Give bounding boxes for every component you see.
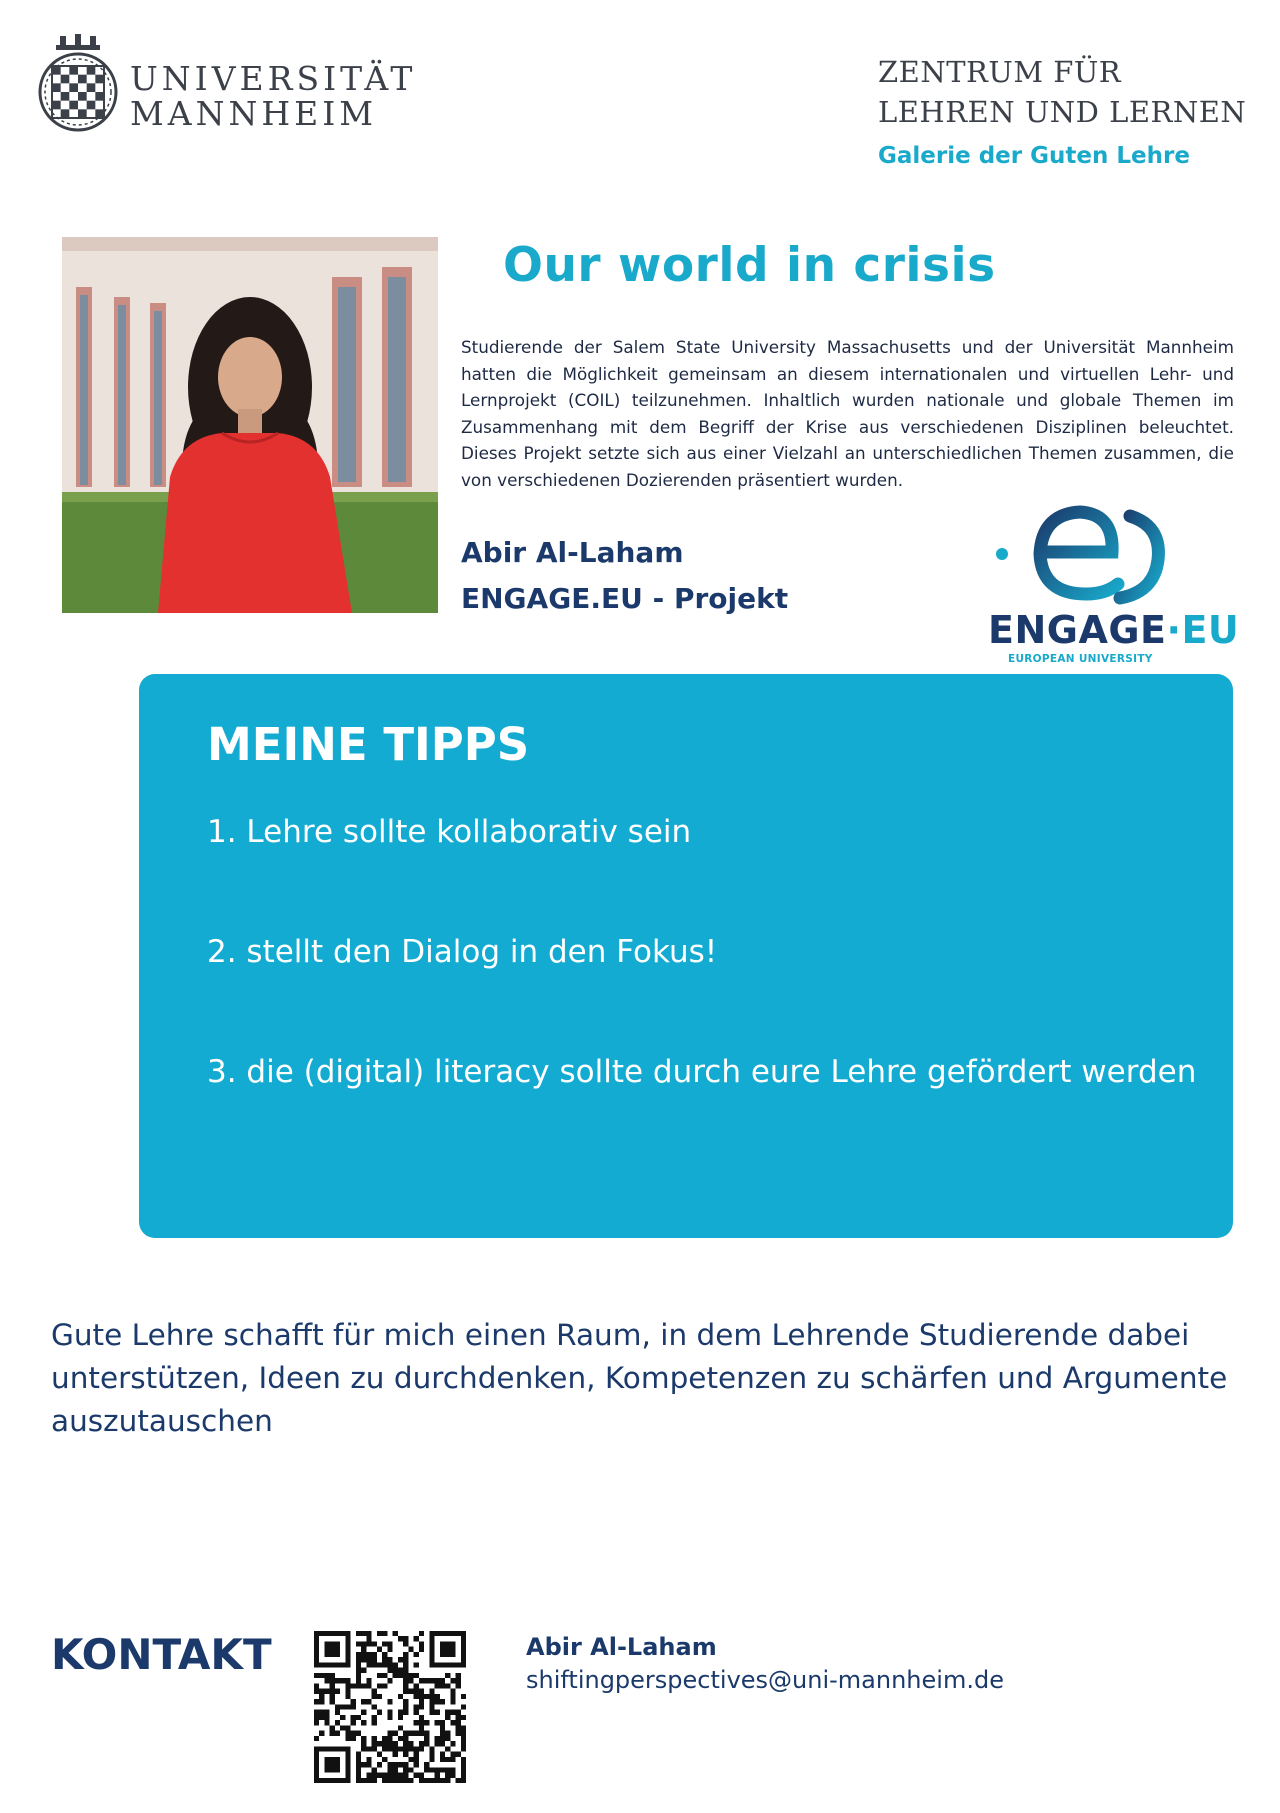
engage-e-icon (990, 496, 1230, 606)
university-seal-icon (30, 34, 126, 134)
project-description: Studierende der Salem State University Massachusetts und der Universität Mannheim hatten die Möglichkeit gemeinsam an diesem internationalen und virtuellen Lehr- und Lernprojekt (COIL) teilzunehmen. Inhaltlich wurden nationale und globale Themen im Zusammenhang mit dem Begriff der Krise aus verschiedenen Disziplinen beleuchtet. Dieses Projekt setzte sich aus einer Vielzahl an unterschiedlichen Themen zusammen, die von verschiedenen Dozierenden präsentiert wurden. (461, 337, 1234, 490)
project-title: Our world in crisis (503, 238, 996, 293)
university-name-line-1: UNIVERSITÄT (130, 59, 417, 98)
portrait-photo (62, 237, 438, 613)
tips-heading: MEINE TIPPS (207, 718, 530, 771)
center-title (878, 52, 1258, 132)
author-name: Abir Al-Laham (461, 536, 684, 569)
contact-name: Abir Al-Laham (526, 1633, 717, 1661)
tip-item: 3. die (digital) literacy sollte durch eure Lehre gefördert werden (207, 1054, 1197, 1090)
engage-eu-suffix: EU (1181, 608, 1240, 652)
tips-box (139, 674, 1233, 1238)
engage-dot: · (1166, 608, 1182, 652)
university-name-line-2: MANNHEIM (130, 94, 378, 133)
center-subtitle: Galerie der Guten Lehre (878, 143, 1190, 169)
center-title-line-1: ZENTRUM FÜR (878, 55, 1122, 89)
university-logo (30, 34, 417, 134)
teaching-quote: Gute Lehre schafft für mich einen Raum, in dem Lehrende Studierende dabei unterstützen, Ideen zu durchdenken, Kompetenzen zu schärfen und Argumente auszutauschen (51, 1318, 1228, 1438)
tip-item: 2. stellt den Dialog in den Fokus! (207, 934, 718, 970)
project-name: ENGAGE.EU - Projekt (461, 582, 789, 615)
center-title-line-2: LEHREN UND LERNEN (878, 95, 1247, 129)
qr-code[interactable] (314, 1631, 466, 1783)
contact-heading: KONTAKT (51, 1630, 272, 1679)
engage-subtitle: EUROPEAN UNIVERSITY (1008, 653, 1153, 665)
contact-email-link[interactable]: shiftingperspectives@uni-mannheim.de (526, 1666, 1004, 1694)
tip-item: 1. Lehre sollte kollaborativ sein (207, 814, 692, 850)
engage-word: ENGAGE (988, 608, 1167, 652)
engage-wordmark (988, 608, 1239, 652)
engage-eu-logo (980, 496, 1242, 668)
